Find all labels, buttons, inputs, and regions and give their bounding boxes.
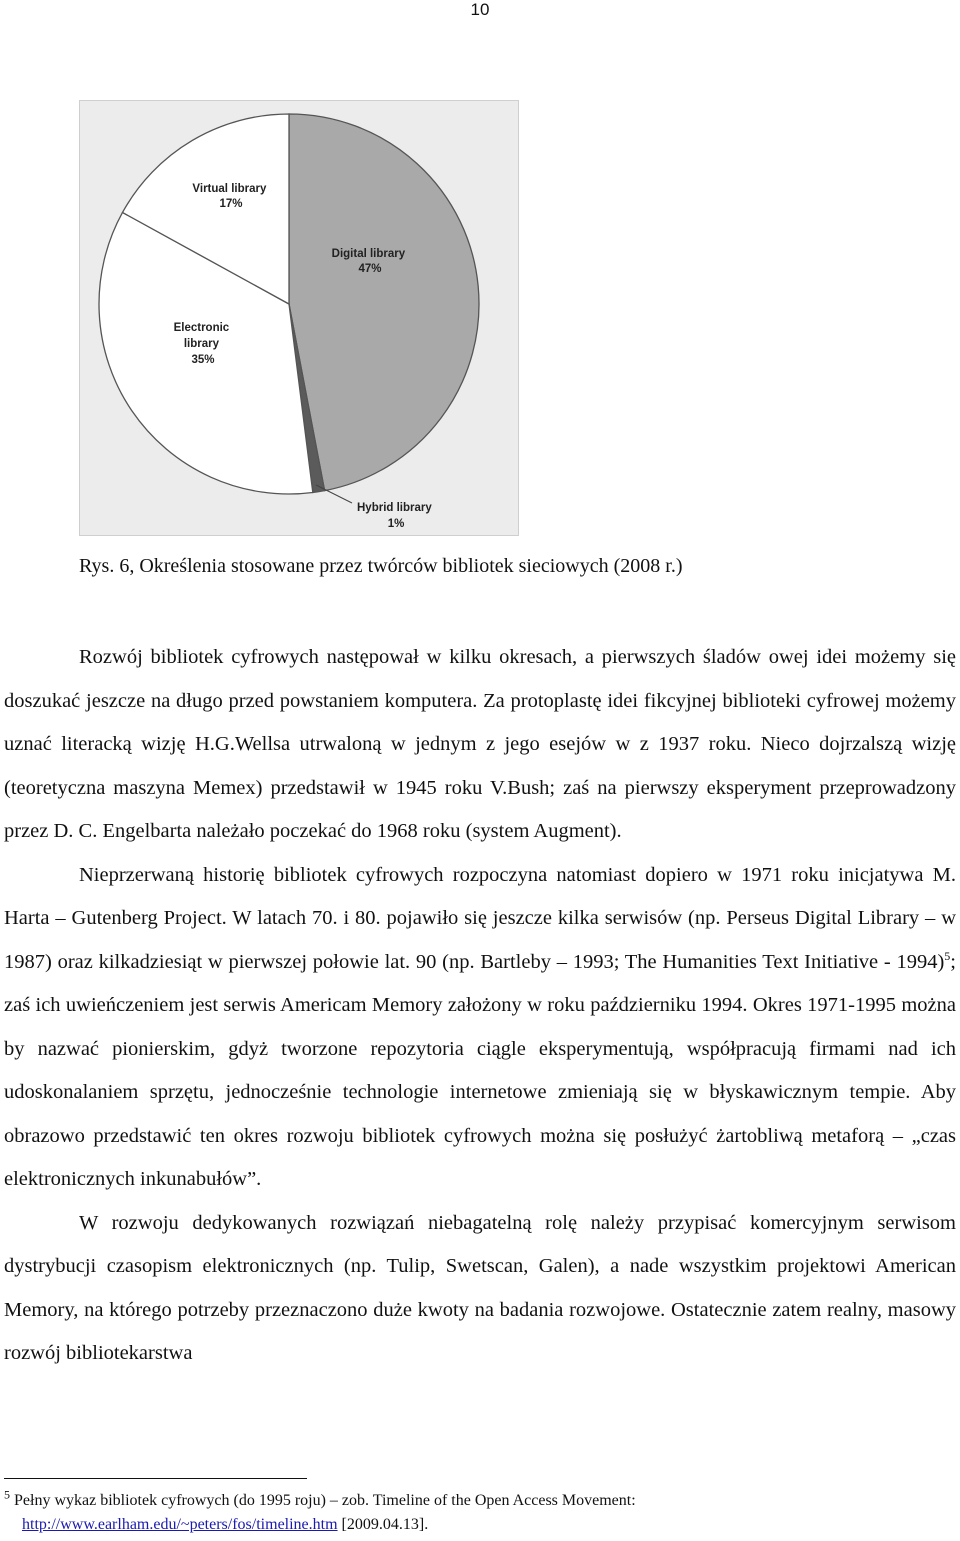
body-text bbox=[4, 636, 956, 1376]
footnote-separator bbox=[4, 1478, 307, 1479]
label-hybrid-library-name: Hybrid library bbox=[357, 502, 432, 514]
pie-slice-digital-library bbox=[289, 114, 479, 491]
page-number: 10 bbox=[470, 0, 490, 19]
label-electronic-library-name-2: library bbox=[183, 338, 219, 350]
pie-chart-figure bbox=[79, 100, 519, 536]
label-virtual-library-value: 17% bbox=[219, 198, 243, 210]
footnote-line-2 bbox=[4, 1513, 956, 1537]
footnote-link[interactable]: http://www.earlham.edu/~peters/fos/timeline.htm bbox=[22, 1516, 338, 1533]
paragraph-3: W rozwoju dedykowanych rozwiązań niebagatelną rolę należy przypisać komercyjnym serwisom dystrybucji czasopism elektronicznych (np. Tulip, Swetscan, Galen), a nade wszystkim projektowi American Memory, na którego potrzeby przeznaczono duże kwoty na badania rozwojowe. Ostatecznie zatem realny, masowy rozwój bibliotekarstwa bbox=[4, 1211, 956, 1364]
footnote-text: Pełny wykaz bibliotek cyfrowych (do 1995 roju) – zob. Timeline of the Open Access Movement: bbox=[14, 1492, 636, 1509]
label-electronic-library-name-1: Electronic bbox=[173, 322, 230, 334]
footnote-date: [2009.04.13]. bbox=[341, 1516, 429, 1533]
label-hybrid-library-value: 1% bbox=[387, 518, 405, 530]
label-digital-library-name: Digital library bbox=[331, 248, 406, 260]
footnote-number: 5 bbox=[4, 1487, 10, 1502]
label-electronic-library-value: 35% bbox=[191, 354, 215, 366]
paragraph-2-part-1: Nieprzerwaną historię bibliotek cyfrowych rozpoczyna natomiast dopiero w 1971 roku inicjatywa M. Harta – Gutenberg Project. W latach 70. i 80. pojawiło się jeszcze kilka serwisów (np. Perseus Digital Library – w 1987) oraz kilkadziesiąt w pierwszej połowie lat. 90 (np. Bartleby – 1993; The Humanities Text Initiative - 1994) bbox=[4, 863, 956, 973]
paragraph-2 bbox=[4, 854, 956, 1202]
paragraph-2-part-2: ; zaś ich uwieńczeniem jest serwis Americam Memory założony w roku październiku 1994. Okres 1971-1995 można by nazwać pionierskim, gdyż tworzone repozytoria ciągle eksperymentują, współpracują firmami nad ich udoskonalaniem sprzętu, jednocześnie technologie internetowe zmieniają się w błyskawicznym tempie. Aby obrazowo przedstawić ten okres rozwoju bibliotek cyfrowych można się posłużyć żartobliwą metaforą – „czas elektronicznych inkunabułów”. bbox=[4, 950, 956, 1190]
figure-caption: Rys. 6, Określenia stosowane przez twórców bibliotek sieciowych (2008 r.) bbox=[79, 555, 683, 577]
pie-chart bbox=[80, 101, 518, 535]
label-hybrid-library bbox=[357, 502, 435, 530]
label-virtual-library-name: Virtual library bbox=[192, 183, 267, 195]
footnote-line-1 bbox=[4, 1489, 956, 1513]
footnote bbox=[4, 1489, 956, 1537]
paragraph-1: Rozwój bibliotek cyfrowych następował w kilku okresach, a pierwszych śladów owej idei możemy się doszukać jeszcze na długo przed powstaniem komputera. Za protoplastę idei fikcyjnej biblioteki cyfrowej możemy uznać literacką wizję H.G.Wellsa utrwaloną w jednym z jego esejów w z 1937 roku. Nieco dojrzalszą wizję (teoretyczna maszyna Memex) przedstawił w 1945 roku V.Bush; zaś na pierwszy eksperyment przeprowadzony przez D. C. Engelbarta należało poczekać do 1968 roku (system Augment). bbox=[4, 646, 956, 842]
footnote-reference: 5 bbox=[944, 948, 951, 963]
label-digital-library-value: 47% bbox=[358, 263, 382, 275]
